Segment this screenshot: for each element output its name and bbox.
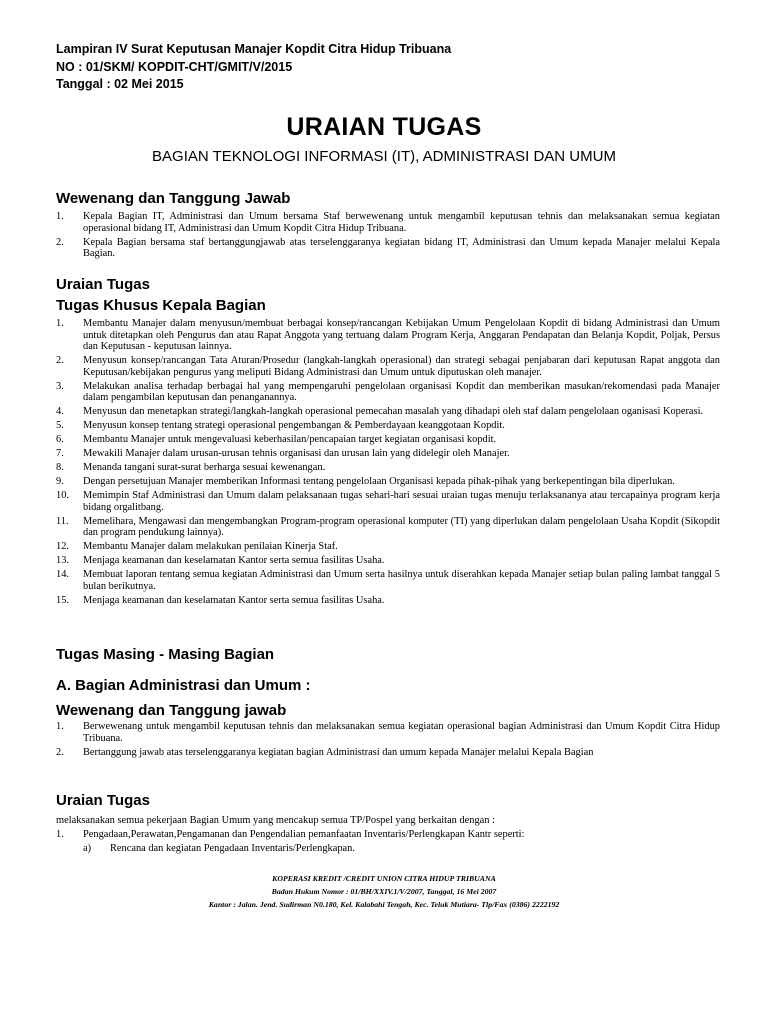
list-item: 13. Menjaga keamanan dan keselamatan Kantor serta semua fasilitas Usaha. xyxy=(56,555,385,566)
footer-office-address: Kantor : Jalan. Jend. Sudirman N0.180, Kel. Kalabahi Tengah, Kec. Teluk Mutiara- Tlp/Fax (0386) 2222192 xyxy=(208,900,560,909)
admin-duties-intro: melaksanakan semua pekerjaan Bagian Umum yang mencakup semua TP/Pospel yang berkaitan dengan : xyxy=(56,815,495,826)
list-item: 9. Dengan persetujuan Manajer memberikan Informasi tentang pengelolaan Organisasi kepada pihak-pihak yang berkepentingan bila diperlukan. xyxy=(56,476,675,487)
list-item: 1. Pengadaan,Perawatan,Pengamanan dan Pengendalian pemanfaatan Inventaris/Perlengkapan Kantr seperti: xyxy=(56,829,525,840)
list-item: 2. Kepala Bagian bersama staf bertanggungjawab atas terselenggaranya kegiatan bidang IT, Administrasi dan Umum kepada Manajer melalui Kepala Bagian. xyxy=(56,236,720,259)
subheading-head-duties: Tugas Khusus Kepala Bagian xyxy=(56,297,266,314)
head-duties-list xyxy=(56,318,720,609)
list-item: 8. Menanda tangani surat-surat berharga sesuai kewenangan. xyxy=(56,462,326,473)
page-title: URAIAN TUGAS xyxy=(286,113,482,141)
header-date-line: Tanggal : 02 Mei 2015 xyxy=(56,77,184,91)
footer-organization-name: KOPERASI KREDIT /CREDIT UNION CITRA HIDUP TRIBUANA xyxy=(272,874,496,883)
list-item: 5. Menyusun konsep tentang strategi operasional pengembangan & Pemberdayaan keanggotaan Kopdit. xyxy=(56,420,505,431)
list-item: 14. Membuat laporan tentang semua kegiatan Administrasi dan Umum serta hasilnya untuk diserahkan kepada Manajer setiap bulan paling lambat tanggal 5 bulan berikutnya. xyxy=(56,569,720,592)
section-heading-admin-duties: Uraian Tugas xyxy=(56,792,150,809)
list-item: 10. Memimpin Staf Administrasi dan Umum dalam pelaksanaan tugas sehari-hari sesuai uraian tugas menuju terlaksananya atau tercapainya program kerja bidang orgalitbang. xyxy=(56,490,720,513)
list-item: 3. Melakukan analisa terhadap berbagai hal yang mempengaruhi pengelolaan organisasi Kopdit dan memberikan masukan/rekomendasi pada Manajer dalam pengambilan keputusan dan penanganannya. xyxy=(56,380,720,403)
list-subitem: a) Rencana dan kegiatan Pengadaan Inventaris/Perlengkapan. xyxy=(83,843,355,854)
section-heading-each-division: Tugas Masing - Masing Bagian xyxy=(56,646,275,663)
authority-list xyxy=(56,211,720,262)
document-footer xyxy=(0,872,768,911)
subheading-admin-authority: Wewenang dan Tanggung jawab xyxy=(56,702,287,719)
list-item: 1. Berwewenang untuk mengambil keputusan tehnis dan melaksanakan semua kegiatan operasional bagian Administrasi dan Umum Kopdit Citra Hidup Tribuana. xyxy=(56,721,720,744)
footer-legal-entity: Badan Hukum Nomor : 01/BH/XXIV.1/V/2007, Tanggal, 16 Mei 2007 xyxy=(271,887,497,896)
list-item: 12. Membantu Manajer dalam melakukan penilaian Kinerja Staf. xyxy=(56,541,338,552)
section-heading-duties: Uraian Tugas xyxy=(56,276,150,293)
list-item: 7. Mewakili Manajer dalam urusan-urusan tehnis organisasi dan urusan lain yang didelegir oleh Manajer. xyxy=(56,448,510,459)
list-item: 2. Menyusun konsep/rancangan Tata Aturan/Prosedur (langkah-langkah operasional) dan strategi sebagai penjabaran dari keputusan Rapat anggota dan Keputusan/kebijakan pengurus yang meliputi Bidang Administrasi dan Umum untuk diputuskan oleh manajer. xyxy=(56,355,720,378)
header-number-line: NO : 01/SKM/ KOPDIT-CHT/GMIT/V/2015 xyxy=(56,59,293,74)
list-item: 2. Bertanggung jawab atas terselenggaranya kegiatan bagian Administrasi dan umum kepada Manajer melalui Kepala Bagian xyxy=(56,746,594,758)
list-item: 4. Menyusun dan menetapkan strategi/langkah-langkah operasional pemecahan masalah yang dihadapi oleh staf dalam pengelolaan oganisasi Koperasi. xyxy=(56,406,704,417)
subsection-administration: A. Bagian Administrasi dan Umum : xyxy=(56,677,311,694)
list-item: 1. Membantu Manajer dalam menyusun/membuat berbagai konsep/rancangan Kebijakan Umum Pengelolaan Kopdit di bidang Administrasi dan Umum untuk ditetapkan oleh Pengurus dan atau Rapat Anggota yang tertuang dalam Program Kerja, Anggaran Pendapatan dan Belanja Kopdit, Poljak, Persus dan Keputusan - keputusan lainnya. xyxy=(56,318,720,352)
list-item: 11. Memelihara, Mengawasi dan mengembangkan Program-program operasional komputer (TI) yang diperlukan dalam pengelolaan Usaha Kopdit (Sikopdit dan program pendukung lainnya). xyxy=(56,515,720,538)
list-item: 15. Menjaga keamanan dan keselamatan Kantor serta semua fasilitas Usaha. xyxy=(56,594,385,606)
admin-authority-list xyxy=(56,721,720,761)
page-subtitle: BAGIAN TEKNOLOGI INFORMASI (IT), ADMINISTRASI DAN UMUM xyxy=(152,148,616,165)
header-attachment-line: Lampiran IV Surat Keputusan Manajer Kopdit Citra Hidup Tribuana xyxy=(56,42,452,56)
list-item: 6. Membantu Manajer untuk mengevaluasi keberhasilan/pencapaian target kegiatan organisasi kopdit. xyxy=(56,434,497,445)
document-header xyxy=(56,41,451,94)
list-item: 1. Kepala Bagian IT, Administrasi dan Umum bersama Staf berwewenang untuk mengambil keputusan tehnis dan melaksanakan semua kegiatan operasional bidang IT, Administrasi dan Umum Kopdit Citra Hidup Tribuana. xyxy=(56,211,720,234)
section-heading-authority: Wewenang dan Tanggung Jawab xyxy=(56,190,291,207)
